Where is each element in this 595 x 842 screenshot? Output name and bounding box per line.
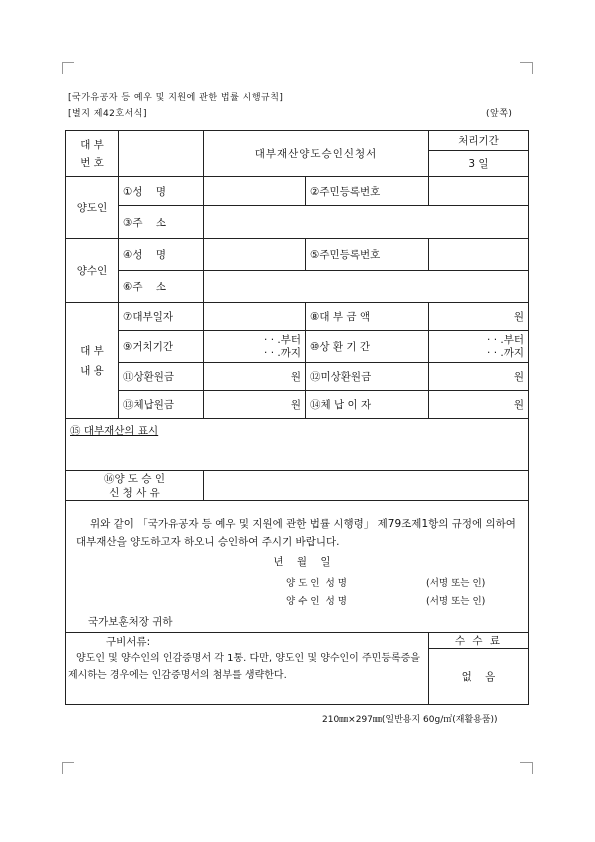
paper-spec: 210㎜×297㎜(일반용지 60g/㎡(재활용품)): [322, 715, 498, 725]
transferee-name-label: ④성 명: [119, 239, 204, 271]
fee-value: 없 음: [429, 649, 529, 705]
unrepaid-principal-unit: 원: [513, 371, 524, 383]
transferor-address-label: ③주 소: [119, 206, 204, 239]
overdue-interest-unit: 원: [513, 399, 524, 411]
overdue-interest-label: ⑭체 납 이 자: [306, 391, 429, 419]
transferor-name-label: ①성 명: [119, 177, 204, 206]
transferee-rrn-label: ⑤주민등록번호: [306, 239, 429, 271]
property-description-label: ⑮ 대부재산의 표시: [70, 425, 159, 437]
repayment-period-label: ⑩상 환 기 간: [306, 331, 429, 363]
transferee-sign-label: 양 수 인 성 명: [286, 596, 347, 607]
repaid-principal-field[interactable]: [204, 363, 306, 391]
page-side: (앞쪽): [486, 109, 513, 119]
required-documents-title: 구비서류:: [106, 636, 151, 648]
form-title: 대부재산양도승인신청서: [204, 131, 429, 177]
transfer-reason-label: [66, 471, 204, 501]
form-number: [별지 제42호서식]: [68, 109, 147, 119]
loan-amount-unit: 원: [513, 311, 524, 323]
grace-period-from: · · .부터: [264, 333, 301, 346]
date-line: 년 월 일: [273, 556, 331, 568]
transferor-rrn-label: ②주민등록번호: [306, 177, 429, 206]
repayment-period-from: · · .부터: [487, 333, 524, 346]
unrepaid-principal-label: ⑫미상환원금: [306, 363, 429, 391]
transferee-label: 양수인: [66, 239, 119, 303]
transferor-label: 양도인: [66, 177, 119, 239]
addressee: 국가보훈처장 귀하: [88, 616, 173, 628]
transferor-sign-label: 양 도 인 성 명: [286, 578, 347, 589]
loan-date-field[interactable]: [204, 303, 306, 331]
statement-section: [66, 501, 529, 633]
required-documents-text: 양도인 및 양수인의 인감증명서 각 1통. 다만, 양도인 및 양수인이 주민등록증을 제시하는 경우에는 인감증명서의 첨부를 생략한다.: [68, 653, 420, 681]
loan-amount-field[interactable]: [429, 303, 529, 331]
transferee-address-label: ⑥주 소: [119, 271, 204, 303]
transfer-reason-field[interactable]: [204, 471, 529, 501]
transferee-name-field[interactable]: [204, 239, 306, 271]
fee-label: 수 수 료: [429, 633, 529, 649]
overdue-principal-unit: 원: [290, 399, 301, 411]
loan-number-label: 대 부 번 호: [66, 131, 119, 177]
transferee-address-field[interactable]: [204, 271, 529, 303]
transfer-reason-label-line2: 신 청 사 유: [109, 486, 160, 499]
overdue-principal-label: ⑬체납원금: [119, 391, 204, 419]
transferor-address-field[interactable]: [204, 206, 529, 239]
loan-amount-label: ⑧대 부 금 액: [306, 303, 429, 331]
loan-number-field[interactable]: [119, 131, 204, 177]
transferee-sign-mark[interactable]: (서명 또는 인): [426, 596, 486, 607]
loan-date-label: ⑦대부일자: [119, 303, 204, 331]
unrepaid-principal-field[interactable]: [429, 363, 529, 391]
property-description-field[interactable]: [66, 419, 529, 471]
grace-period-field[interactable]: [204, 331, 306, 363]
loan-details-label: 대 부 내 용: [66, 303, 119, 419]
law-reference: [국가유공자 등 예우 및 지원에 관한 법률 시행규칙]: [68, 93, 284, 103]
transferor-sign-mark[interactable]: (서명 또는 인): [426, 578, 486, 589]
repayment-period-field[interactable]: [429, 331, 529, 363]
overdue-principal-field[interactable]: [204, 391, 306, 419]
repaid-principal-label: ⑪상환원금: [119, 363, 204, 391]
transferor-name-field[interactable]: [204, 177, 306, 206]
required-documents: [66, 633, 429, 705]
transferor-rrn-field[interactable]: [429, 177, 529, 206]
processing-period-value: 3 일: [429, 151, 529, 177]
overdue-interest-field[interactable]: [429, 391, 529, 419]
grace-period-label: ⑨거치기간: [119, 331, 204, 363]
grace-period-to: · · .까지: [264, 346, 301, 359]
transferee-rrn-field[interactable]: [429, 239, 529, 271]
processing-period-label: 처리기간: [429, 131, 529, 151]
application-form: [65, 130, 529, 705]
transfer-reason-label-line1: ⑯양 도 승 인: [103, 472, 166, 485]
repaid-principal-unit: 원: [290, 371, 301, 383]
repayment-period-to: · · .까지: [487, 346, 524, 359]
statement-text: 위와 같이 「국가유공자 등 예우 및 지원에 관한 법률 시행령」 제79조제1항의 규정에 의하여 대부재산을 양도하고자 하오니 승인하여 주시기 바랍니다.: [76, 518, 516, 548]
